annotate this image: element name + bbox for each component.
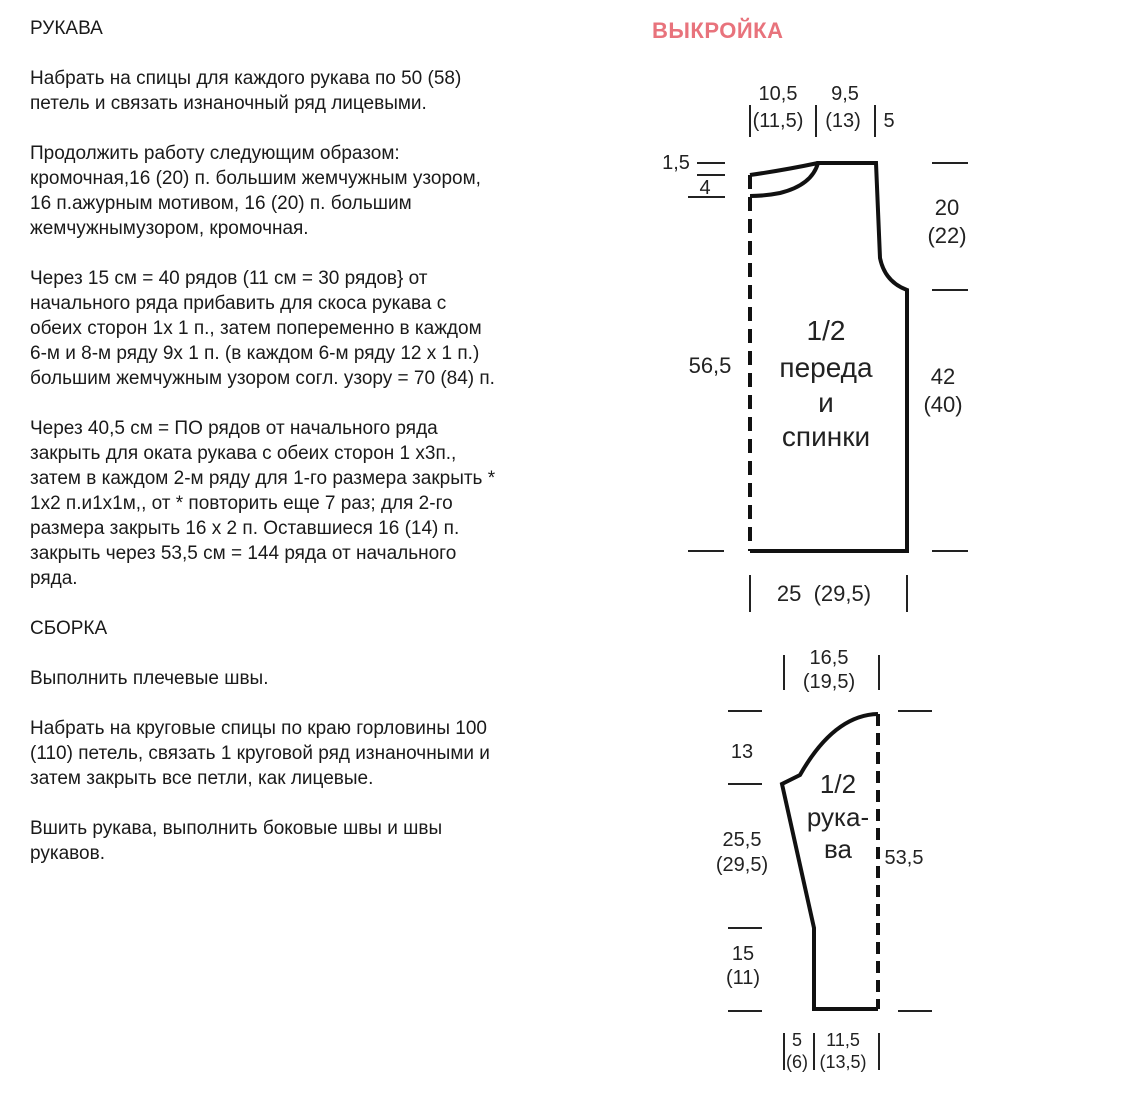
body-side-value: 42 bbox=[930, 364, 956, 389]
sleeve-pattern bbox=[716, 647, 932, 1072]
sleeve-cap-value: 13 bbox=[730, 741, 754, 763]
body-label-line1: 1/2 bbox=[806, 315, 846, 346]
sleeves-heading: РУКАВА bbox=[30, 18, 103, 39]
sleeve-bottom-left-alt: (6) bbox=[786, 1052, 808, 1072]
assembly-paragraph: Вшить рукава, выполнить боковые швы и швы рукавов. bbox=[30, 818, 443, 864]
sleeves-paragraph: Через 15 см = 40 рядов (11 см = 30 рядов} от начального ряда прибавить для скоса рукава с обеих сторон 1х 1 п., затем попеременно в каждом 6-м и 8-м ряду 9х 1 п. (в каждом 6-м ряду 12 х 1 п.) большим жемчужным узором согл. узору = 70 (84) п. bbox=[30, 268, 495, 389]
body-top-mid-value: 9,5 bbox=[831, 83, 859, 105]
sleeve-top-alt: (19,5) bbox=[802, 671, 856, 693]
body-pattern bbox=[662, 83, 968, 612]
sleeve-bottom-left-value: 5 bbox=[791, 1030, 803, 1050]
sleeve-top-value: 16,5 bbox=[809, 647, 849, 669]
body-top-left-alt: (11,5) bbox=[752, 110, 804, 132]
sleeve-bottom-right-alt: (13,5) bbox=[819, 1052, 867, 1072]
body-label-line2: переда bbox=[779, 352, 873, 383]
sleeve-low-alt: (11) bbox=[725, 967, 761, 989]
assembly-paragraph: Набрать на круговые спицы по краю горловины 100 (110) петель, связать 1 круговой ряд изнаночными и затем закрыть все петли, как лицевые. bbox=[30, 718, 490, 789]
sleeve-label-line2: рука- bbox=[806, 802, 870, 832]
body-label-line3: и bbox=[818, 387, 834, 418]
body-top-right-value: 5 bbox=[883, 110, 895, 132]
body-label-line4: спинки bbox=[781, 421, 871, 452]
assembly-paragraph: Выполнить плечевые швы. bbox=[30, 668, 269, 689]
body-top-left-value: 10,5 bbox=[758, 83, 798, 105]
sleeves-paragraph: Набрать на спицы для каждого рукава по 50 (58) петель и связать изнаночный ряд лицевыми. bbox=[30, 68, 462, 114]
body-side-alt: (40) bbox=[923, 392, 963, 417]
sleeve-label-line3: ва bbox=[824, 834, 852, 864]
sleeve-height-value: 53,5 bbox=[884, 847, 924, 869]
body-width-value: 25 (29,5) bbox=[776, 581, 872, 606]
body-neck-depth-value: 4 bbox=[699, 177, 711, 199]
sleeve-label-line1: 1/2 bbox=[819, 769, 857, 799]
sleeves-paragraph: Через 40,5 см = ПО рядов от начального ряда закрыть для оката рукава с обеих сторон 1 х3п., затем в каждом 2-м ряду для 1-го размера закрыть * 1х2 п.и1х1м,, от * повторить еще 7 раз; для 2-го размера закрыть 16 х 2 п. Оставшиеся 16 (14) п. закрыть через 53,5 см = 144 ряда от начального ряда. bbox=[30, 418, 496, 589]
sleeve-bottom-right-value: 11,5 bbox=[826, 1030, 860, 1050]
pattern-title: ВЫКРОЙКА bbox=[652, 18, 784, 43]
body-neck-top-value: 1,5 bbox=[662, 152, 690, 174]
body-armhole-alt: (22) bbox=[927, 223, 967, 248]
sleeve-mid-value: 25,5 bbox=[722, 829, 762, 851]
assembly-heading: СБОРКА bbox=[30, 618, 108, 639]
sleeve-mid-alt: (29,5) bbox=[715, 854, 769, 876]
body-height-value: 56,5 bbox=[688, 353, 732, 378]
body-armhole-value: 20 bbox=[934, 195, 960, 220]
sleeves-paragraph: Продолжить работу следующим образом: кромочная,16 (20) п. большим жемчужным узором, 16 п.ажурным мотивом, 16 (20) п. большим жемчужнымузором, кромочная. bbox=[30, 143, 481, 239]
sleeve-low-value: 15 bbox=[731, 943, 755, 965]
body-top-mid-alt: (13) bbox=[825, 110, 861, 132]
